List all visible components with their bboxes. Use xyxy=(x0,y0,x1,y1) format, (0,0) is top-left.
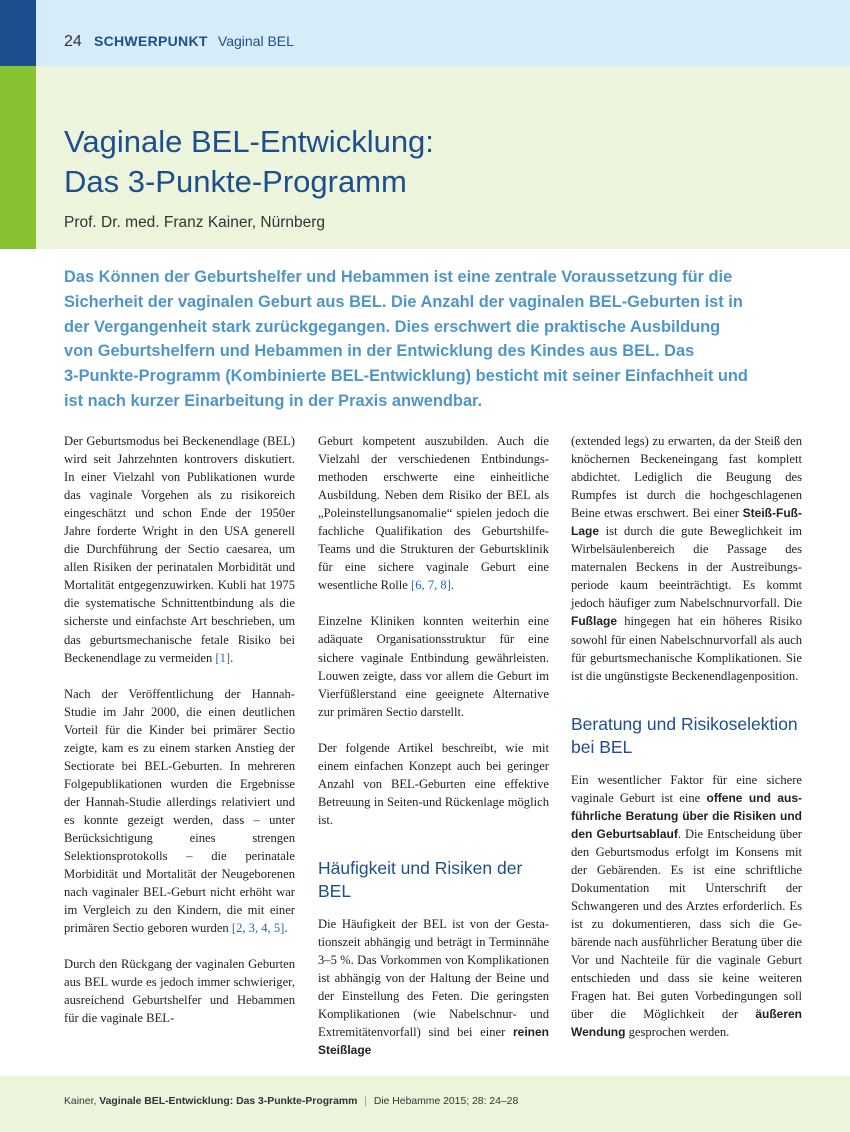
title-accent-bar xyxy=(0,66,36,249)
body-paragraph: Die Häufigkeit der BEL ist von der Gestationszeit abhängig und beträgt in Terminnähe 3–5 %. Das Vorkommen von Komplikationen ist abhängig von der Haltung der Beine und der Einstellung des Feten. Die geringsten Komplikationen (wie Nabelschnur- und Extremitätenvorfall) sind bei einer reinen Steißlage xyxy=(318,916,549,1058)
running-footer xyxy=(64,1096,518,1107)
lead-line: Sicherheit der vaginalen Geburt aus BEL. Die Anzahl der vaginalen BEL-Geburten ist in xyxy=(64,292,743,311)
body-paragraph: Der folgende Artikel beschreibt, wie mit einem einfachen Konzept auch bei geringer Anzahl von BEL-Geburten eine effektive Betreuung in Seiten-und Rückenlage möglich ist. xyxy=(318,740,549,827)
lead-line: 3-Punkte-Programm (Kombinierte BEL-Entwicklung) besticht mit seiner Einfachheit und xyxy=(64,367,748,386)
emphasis: äußeren Wendung xyxy=(571,1007,802,1040)
emphasis: Steiß-Fuß-Lage xyxy=(571,506,802,539)
article-title-line-2: Das 3-Punkte-Programm xyxy=(64,164,407,199)
footer-separator: | xyxy=(364,1096,367,1107)
article-lead xyxy=(64,265,804,414)
lead-line: von Geburtshelfern und Hebammen in der Entwicklung des Kindes aus BEL. Das xyxy=(64,342,695,361)
footer-citation: Die Hebamme 2015; 28: 24–28 xyxy=(373,1096,519,1107)
lead-line: der Vergangenheit stark zurückgegangen. Dies erschwert die praktische Ausbildung xyxy=(64,317,721,336)
body-paragraph: (extended legs) zu erwarten, da der Steiß den knöchernen Beckeneingang fast komplett abdichtet. Lediglich die Beugung des Rumpfes ist durch die hochgeschlagenen Beine etwas erschwert. Bei einer Steiß-Fuß-Lage ist durch die gute Beweglichkeit im Wirbelsäulenbereich die Passage des maternalen Beckens in der Austreibungsperiode kaum beeinträchtigt. Es kommt jedoch häufiger zum Nabelschnurvorfall. Die Fußlage hingegen hat ein höheres Risiko sowohl für einen Nabelschnurvorfall als auch für geburtsmechanische Komplikationen. Sie ist die ungünstigste Beckenendlagenposition. xyxy=(571,434,803,683)
body-paragraph: Nach der Veröffentlichung der Hannah-Studie im Jahr 2000, die einen deutlichen Vorteil für die Kinder bei primärer Sectio zeigte, kam es zu einem starken Anstieg der Sectiorate bei BEL-Geburten. In mehreren Folgepublikationen wurden die Ergebnisse der Hannah-Studie allerdings relativiert und es konnte gezeigt werden, dass – unter Berücksichtigung eines strengen Selektionsprotokolls – die perinatale Morbidität und Mortalität der Neugeborenen nach vaginaler BEL-Geburt nicht erhöht war im Vergleich zu den Kindern, die mit einer primären Sectio geboren wurden [2, 3, 4, 5]. xyxy=(64,686,295,936)
running-header xyxy=(64,33,294,51)
citation-link[interactable]: [2, 3, 4, 5] xyxy=(231,921,285,936)
body-column-3 xyxy=(571,432,802,1041)
topic-label: Vaginal BEL xyxy=(217,33,294,49)
lead-line: ist nach kurzer Einarbeitung in der Praxis anwendbar. xyxy=(64,391,483,410)
lead-line: Das Können der Geburtshelfer und Hebammen ist eine zentrale Voraussetzung für die xyxy=(64,268,733,286)
body-paragraph: Einzelne Kliniken konnten weiterhin eine adäquate Organisationsstruktur für eine sichere vaginale Entbindung gewährleisten. Louwen zeigte, dass vor allem die Geburt im Vierfüßlerstand eine geeignete Alternative zur primären Sectio darstellt. xyxy=(318,614,549,719)
citation-link[interactable]: [1] xyxy=(215,650,231,665)
page-number: 24 xyxy=(64,33,82,50)
body-paragraph: Durch den Rückgang der vaginalen Geburten aus BEL wurde es jedoch immer schwieriger, ausreichend Geburtshelfer und Hebammen für die vaginale BEL- xyxy=(64,957,295,1026)
body-column-2 xyxy=(318,432,549,1059)
header-accent-bar xyxy=(0,0,36,66)
section-heading: Häufigkeit und Risiken der BEL xyxy=(318,857,523,901)
section-label: SCHWERPUNKT xyxy=(93,33,208,49)
citation-link[interactable]: [6, 7, 8] xyxy=(411,578,451,593)
article-title-line-1: Vaginale BEL-Entwicklung: xyxy=(64,124,434,159)
footer-title: Vaginale BEL-Entwicklung: Das 3-Punkte-Programm xyxy=(99,1096,358,1107)
section-heading: Beratung und Risikoselektion bei BEL xyxy=(571,713,798,757)
body-paragraph: Der Geburtsmodus bei Beckenendlage (BEL) wird seit Jahrzehnten kontrovers diskutiert. In einer Vielzahl von Publikationen wurde das vaginale Vorgehen als zu risikoreich eingeschätzt und schon Ende der 1950er Jahre forderte Wright in den USA generell die Durchführung der Sectio caesarea, um allen Risiken der perinatalen Morbidität und Mortalität entgegenzuwirken. Kubli hat 1975 die systematische Schnittentbindung als die sicherste und einfachste Art beschrieben, um das geburtsmechanische fetale Risiko bei Beckenendlage zu vermeiden [1]. xyxy=(64,434,295,665)
article-author: Prof. Dr. med. Franz Kainer, Nürnberg xyxy=(64,214,326,231)
body-paragraph: Geburt kompetent auszubilden. Auch die Vielzahl der verschiedenen Entbindungsmethoden erschwerte eine einheitliche Ausbildung. Neben dem Risiko der BEL als „Poleinstellungsanomalie“ spielen jedoch die fachliche Qualifikation des Geburtshilfe-Teams und die Strukturen der Geburtsklinik für eine sichere vaginale Geburt eine wesentliche Rolle [6, 7, 8]. xyxy=(318,434,549,593)
article-title xyxy=(64,122,824,202)
emphasis: offene und ausführliche Beratung über die Risiken und den Geburtsablauf xyxy=(571,790,803,841)
body-column-1 xyxy=(64,432,295,1027)
footer-author: Kainer, xyxy=(64,1096,97,1107)
body-paragraph: Ein wesentlicher Faktor für eine sichere vaginale Geburt ist eine offene und ausführliche Beratung über die Risiken und den Geburtsablauf. Die Entscheidung über den Geburtsmodus erfolgt im Konsens mit der Gebärenden. Es ist eine schriftliche Dokumentation mit Unterschrift der Schwangeren und des Arztes erforderlich. Es ist zu dokumentieren, dass sich die Gebärende nach ausführlicher Beratung über die Vor und Nachteile für die vaginale Geburt entschieden und dass sie keine weiteren Fragen hat. Bei guten Vorbedingungen soll über die Möglichkeit der äußeren Wendung gesprochen werden. xyxy=(571,772,803,1040)
emphasis: reinen Steißlage xyxy=(318,1025,549,1058)
emphasis: Fußlage xyxy=(571,614,618,629)
